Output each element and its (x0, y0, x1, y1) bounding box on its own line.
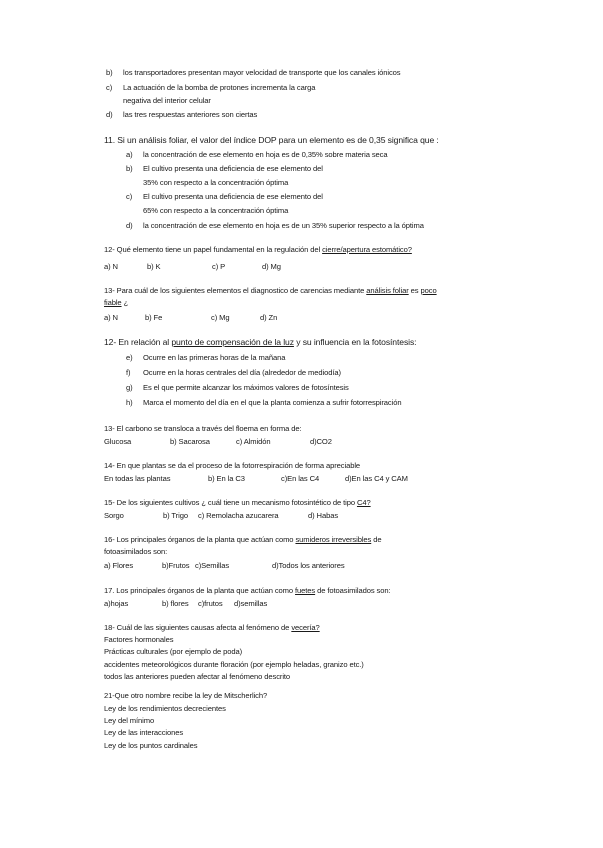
q12b-stem-underlined: punto de compensación de la luz (171, 337, 294, 347)
q12a-option-a: a) N (104, 262, 118, 271)
q14-option-d: d)En las C4 y CAM (345, 474, 408, 483)
q10-option-c-label: c) (106, 83, 113, 92)
q16-stem-post: de (371, 535, 382, 544)
q18-stem-text: 18- Cuál de las siguientes causas afecta al fenómeno de (104, 623, 292, 632)
q13a-stem-line1 (104, 286, 437, 296)
q12b-stem-post: y su influencia en la fotosíntesis: (293, 337, 417, 347)
q11-option-c-line2: 65% con respecto a la concentración óptima (143, 206, 289, 215)
q13b-option-d: d)CO2 (310, 437, 332, 446)
q12b-option-e: Ocurre en las primeras horas de la mañana (143, 353, 286, 362)
q13a-option-a: a) N (104, 313, 118, 322)
q10-option-c-line2: negativa del interior celular (123, 96, 211, 105)
q11-option-b-line2: 35% con respecto a la concentración óptima (143, 178, 289, 187)
q12b-option-f: Ocurre en la horas centrales del día (alrededor de mediodía) (143, 368, 341, 377)
q10-option-b: los transportadores presentan mayor velocidad de transporte que los canales iónicos (123, 68, 401, 77)
q13a-stem-line2 (104, 298, 128, 308)
q15-stem-underlined: C4? (356, 498, 371, 507)
q16-stem-underlined: sumideros irreversibles (295, 535, 372, 544)
q17-option-d: d)semillas (234, 599, 268, 608)
q21-stem: 21-Que otro nombre recibe la ley de Mitscherlich? (104, 691, 268, 700)
q14-option-c: c)En las C4 (281, 474, 320, 483)
q17-stem-text: 17. Los principales órganos de la planta que actúan como (104, 586, 296, 595)
q12a-option-d: d) Mg (262, 262, 281, 271)
q13a-stem-underlined-2: poco (420, 286, 437, 295)
q14-option-b: b) En la C3 (208, 474, 245, 483)
q11-option-b-line1: El cultivo presenta una deficiencia de ese elemento del (143, 164, 323, 173)
q13a-stem-end: ¿ (121, 298, 129, 307)
q13b-stem: 13- El carbono se transloca a través del floema en forma de: (104, 424, 302, 433)
q11-option-c-line1: El cultivo presenta una deficiencia de ese elemento del (143, 192, 323, 201)
q21-option-2: Ley del mínimo (104, 716, 155, 725)
q18-option-2: Prácticas culturales (por ejemplo de poda) (104, 647, 243, 656)
q12b-option-e-label: e) (126, 353, 133, 362)
q13a-option-b: b) Fe (145, 313, 163, 322)
q13a-stem-underlined-3: fiable (104, 298, 122, 307)
q17-stem-post: de fotoasimilados son: (315, 586, 391, 595)
q16-option-a: a) Flores (104, 561, 134, 570)
q11-stem: 11. Si un análisis foliar, el valor del índice DOP para un elemento es de 0,35 significa que : (104, 135, 439, 145)
q11-option-b-label: b) (126, 164, 133, 173)
q10-option-b-label: b) (106, 68, 113, 77)
q13a-stem-underlined-1: análisis foliar (366, 286, 409, 295)
q13a-stem-text: 13- Para cuál de los siguientes elementos el diagnostico de carencias mediante (104, 286, 367, 295)
q13a-option-c: c) Mg (211, 313, 230, 322)
q13b-option-a: Glucosa (104, 437, 132, 446)
q17-option-a: a)hojas (104, 599, 129, 608)
q16-option-c: c)Semillas (195, 561, 230, 570)
q15-option-b: b) Trigo (163, 511, 188, 520)
q12a-stem (104, 245, 412, 255)
q12b-option-g: Es el que permite alcanzar los máximos valores de fotosíntesis (143, 383, 349, 392)
q18-option-4: todos las anteriores pueden afectar al fenómeno descrito (104, 672, 291, 681)
q21-option-3: Ley de las interacciones (104, 728, 184, 737)
q16-stem-text: 16- Los principales órganos de la planta que actúan como (104, 535, 296, 544)
q18-option-1: Factores hormonales (104, 635, 174, 644)
q16-stem-line2: fotoasimilados son: (104, 547, 168, 556)
q17-stem (104, 586, 391, 596)
q12a-stem-underlined: cierre/apertura estomático? (322, 245, 412, 254)
q14-option-a: En todas las plantas (104, 474, 171, 483)
q10-option-d: las tres respuestas anteriores son ciertas (123, 110, 258, 119)
q12b-option-h: Marca el momento del día en el que la planta comienza a sufrir fotorrespiración (143, 398, 402, 407)
q15-option-d: d) Habas (308, 511, 339, 520)
q13a-stem-mid: es (408, 286, 421, 295)
q15-stem-text: 15- De los siguientes cultivos ¿ cuál tiene un mecanismo fotosintético de tipo (104, 498, 357, 507)
q12b-option-h-label: h) (126, 398, 133, 407)
q10-option-d-label: d) (106, 110, 113, 119)
q11-option-a-label: a) (126, 150, 133, 159)
q11-option-a: la concentración de ese elemento en hoja es de 0,35% sobre materia seca (143, 150, 388, 159)
q15-stem (104, 498, 371, 508)
q17-option-c: c)frutos (198, 599, 223, 608)
q16-option-d: d)Todos los anteriores (272, 561, 345, 570)
q10-option-c-line1: La actuación de la bomba de protones incrementa la carga (123, 83, 316, 92)
q21-option-1: Ley de los rendimientos decrecientes (104, 704, 226, 713)
q11-option-c-label: c) (126, 192, 133, 201)
q21-option-4: Ley de los puntos cardinales (104, 741, 198, 750)
q12b-stem-text: 12- En relación al (104, 337, 172, 347)
q13b-option-c: c) Almidón (236, 437, 271, 446)
q18-stem-underlined: vecería? (291, 623, 320, 632)
q12a-stem-text: 12- Qué elemento tiene un papel fundamental en la regulación del (104, 245, 323, 254)
q12b-option-f-label: f) (126, 368, 131, 377)
q12a-option-c: c) P (212, 262, 226, 271)
q11-option-d-label: d) (126, 221, 133, 230)
q12a-option-b: b) K (147, 262, 161, 271)
q17-stem-underlined: fuetes (295, 586, 316, 595)
q13b-option-b: b) Sacarosa (170, 437, 210, 446)
q18-stem (104, 623, 320, 633)
q11-option-d: la concentración de ese elemento en hoja es de un 35% superior respecto a la óptima (143, 221, 424, 230)
q17-option-b: b) flores (162, 599, 189, 608)
q12b-stem (104, 337, 416, 347)
q14-stem: 14- En que plantas se da el proceso de la fotorrespiración de forma apreciable (104, 461, 361, 470)
q12b-option-g-label: g) (126, 383, 133, 392)
q15-option-a: Sorgo (104, 511, 124, 520)
q13a-option-d: d) Zn (260, 313, 278, 322)
q16-option-b: b)Frutos (162, 561, 190, 570)
q16-stem-line1 (104, 535, 382, 545)
q18-option-3: accidentes meteorológicos durante floración (por ejemplo heladas, granizo etc.) (104, 660, 364, 669)
q15-option-c: c) Remolacha azucarera (198, 511, 279, 520)
